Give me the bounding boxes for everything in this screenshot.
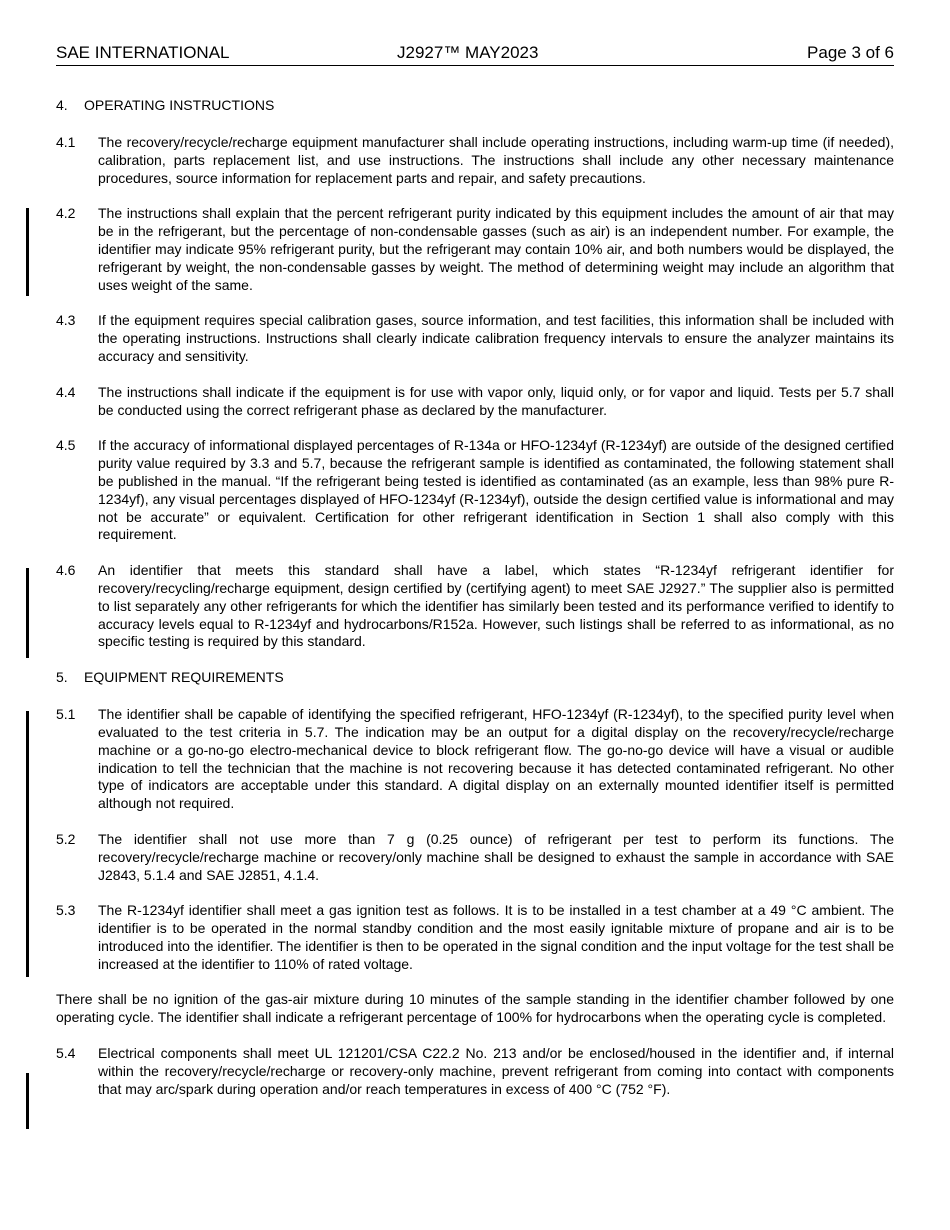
paragraph-number: 4.5 [56,437,76,454]
unnumbered-paragraph: There shall be no ignition of the gas-air mixture during 10 minutes of the sample standing in the identifier chamber followed by one operating cycle. The identifier shall indicate a refrigerant percentage of 100% for hydrocarbons when the operating cycle is completed. [56,991,894,1026]
paragraph-text: The instructions shall explain that the percent refrigerant purity indicated by this equipment includes the amount of air that may be in the refrigerant, but the percentage of non-condensable gasses (such as air) is an independent number. For example, the identifier may indicate 95% refrigerant purity, but the refrigerant may contain 10% air, and both numbers would be displayed, the refrigerant by weight, the non-condensable gasses by weight. The method of determining weight may include an algorithm that uses weight of the same. [98,205,894,293]
paragraph-text: The instructions shall indicate if the equipment is for use with vapor only, liquid only, or for vapor and liquid. Tests per 5.7 shall be conducted using the correct refrigerant phase as declared by the manufacturer. [98,383,894,418]
paragraph-4-3 [56,312,894,365]
section-number: 5. [56,669,68,686]
paragraph-number: 5.2 [56,830,76,847]
paragraph-5-1 [56,706,894,813]
paragraph-number: 4.3 [56,312,76,329]
paragraph-number: 5.3 [56,902,76,919]
paragraph-4-2 [56,205,894,294]
section-title: EQUIPMENT REQUIREMENTS [84,669,284,686]
section-title: OPERATING INSTRUCTIONS [84,97,275,113]
page-header [56,44,894,66]
paragraph-text: If the accuracy of informational displayed percentages of R-134a or HFO-1234yf (R-1234yf) are outside of the designed certified purity value required by 3.3 and 5.7, because the refrigerant sample is identified as contaminated, the following statement shall be published in the manual. “If the refrigerant being tested is identified as contaminated (as an example, less than 98% pure R-1234yf), any visual percentages displayed of HFO-1234yf (R-1234yf), outside the design certified value is informational and may not be accurate” or equivalent. Certification for other refrigerant identification in Section 1 shall also comply with this requirement. [98,437,894,543]
revision-bar-4-2 [26,208,29,296]
paragraph-4-1 [56,134,894,187]
paragraph-4-5 [56,437,894,544]
paragraph-number: 4.4 [56,383,76,400]
paragraph-4-4 [56,384,894,420]
paragraph-text: The identifier shall be capable of identifying the specified refrigerant, HFO-1234yf (R-1234yf), to the specified purity level when evaluated to the test criteria in 5.7. The indication may be an output for a digital display on the recovery/recycle/recharge machine or a go-no-go electro-mechanical device to block refrigerant flow. The go-no-go device will have a visual or audible indication to tell the technician that the machine is not recovering because it has detected contaminated refrigerant. No other type of indicators are acceptable under this standard. A digital display on an externally mounted identifier itself is permitted although not required. [98,706,894,812]
paragraph-text: An identifier that meets this standard shall have a label, which states “R-1234yf refrigerant identifier for recovery/recycling/recharge equipment, design certified by (certifying agent) to meet SAE J2927.” The supplier also is permitted to list separately any other refrigerants for which the identifier has similarly been tested and its performance verified to identify to accuracy levels equal to R-1234yf and hydrocarbons/R152a. However, such listings shall be referred to as informational, as no specific testing is required by this standard. [98,562,894,650]
paragraph-number: 5.1 [56,706,76,723]
revision-bar-5-4 [26,1073,29,1129]
section-heading-5 [56,669,894,687]
paragraph-text: The recovery/recycle/recharge equipment manufacturer shall include operating instructions, including warm-up time (if needed), calibration, parts replacement list, and use instructions. The instructions shall include any other necessary maintenance procedures, source information for replacement parts and repair, and safety precautions. [98,134,894,186]
paragraph-text: The R-1234yf identifier shall meet a gas ignition test as follows. It is to be installed in a test chamber at a 49 °C ambient. The identifier is to be operated in the normal standby condition and the most easily ignitable mixture of propane and air is to be introduced into the identifier. The identifier is then to be operated in the signal condition and the input voltage for the test shall be increased at the identifier to 110% of rated voltage. [98,902,894,972]
paragraph-5-2 [56,831,894,884]
paragraph-text: If the equipment requires special calibration gases, source information, and test facilities, this information shall be included with the operating instructions. Instructions shall clearly indicate calibration frequency intervals to ensure the analyzer maintains its accuracy and sensitivity. [98,312,894,364]
paragraph-5-4 [56,1045,894,1098]
paragraph-number: 5.4 [56,1045,76,1062]
paragraph-number: 4.1 [56,134,76,150]
header-document-id: J2927™ MAY2023 [397,43,539,62]
paragraph-number: 4.6 [56,562,76,579]
paragraph-4-6 [56,562,894,651]
section-heading-4 [56,97,894,115]
paragraph-number: 4.2 [56,205,76,222]
document-body [56,97,894,1116]
section-number: 4. [56,97,68,113]
paragraph-text: The identifier shall not use more than 7 g (0.25 ounce) of refrigerant per test to perform its functions. The recovery/recycle/recharge machine or recovery/only machine shall be designed to exhaust the sample in accordance with SAE J2843, 5.1.4 and SAE J2851, 4.1.4. [98,830,894,883]
paragraph-text: Electrical components shall meet UL 121201/CSA C22.2 No. 213 and/or be enclosed/housed in the identifier and, if internal within the recovery/recycle/recharge or recovery-only machine, prevent refrigerant from coming into contact with components that may arc/spark during operation and/or reach temperatures in excess of 400 °C (752 °F). [98,1045,894,1097]
revision-bar-5-1-5-3 [26,711,29,977]
header-organization: SAE INTERNATIONAL [56,43,230,62]
header-page-number: Page 3 of 6 [807,43,894,62]
paragraph-5-3 [56,902,894,973]
revision-bar-4-6 [26,568,29,658]
